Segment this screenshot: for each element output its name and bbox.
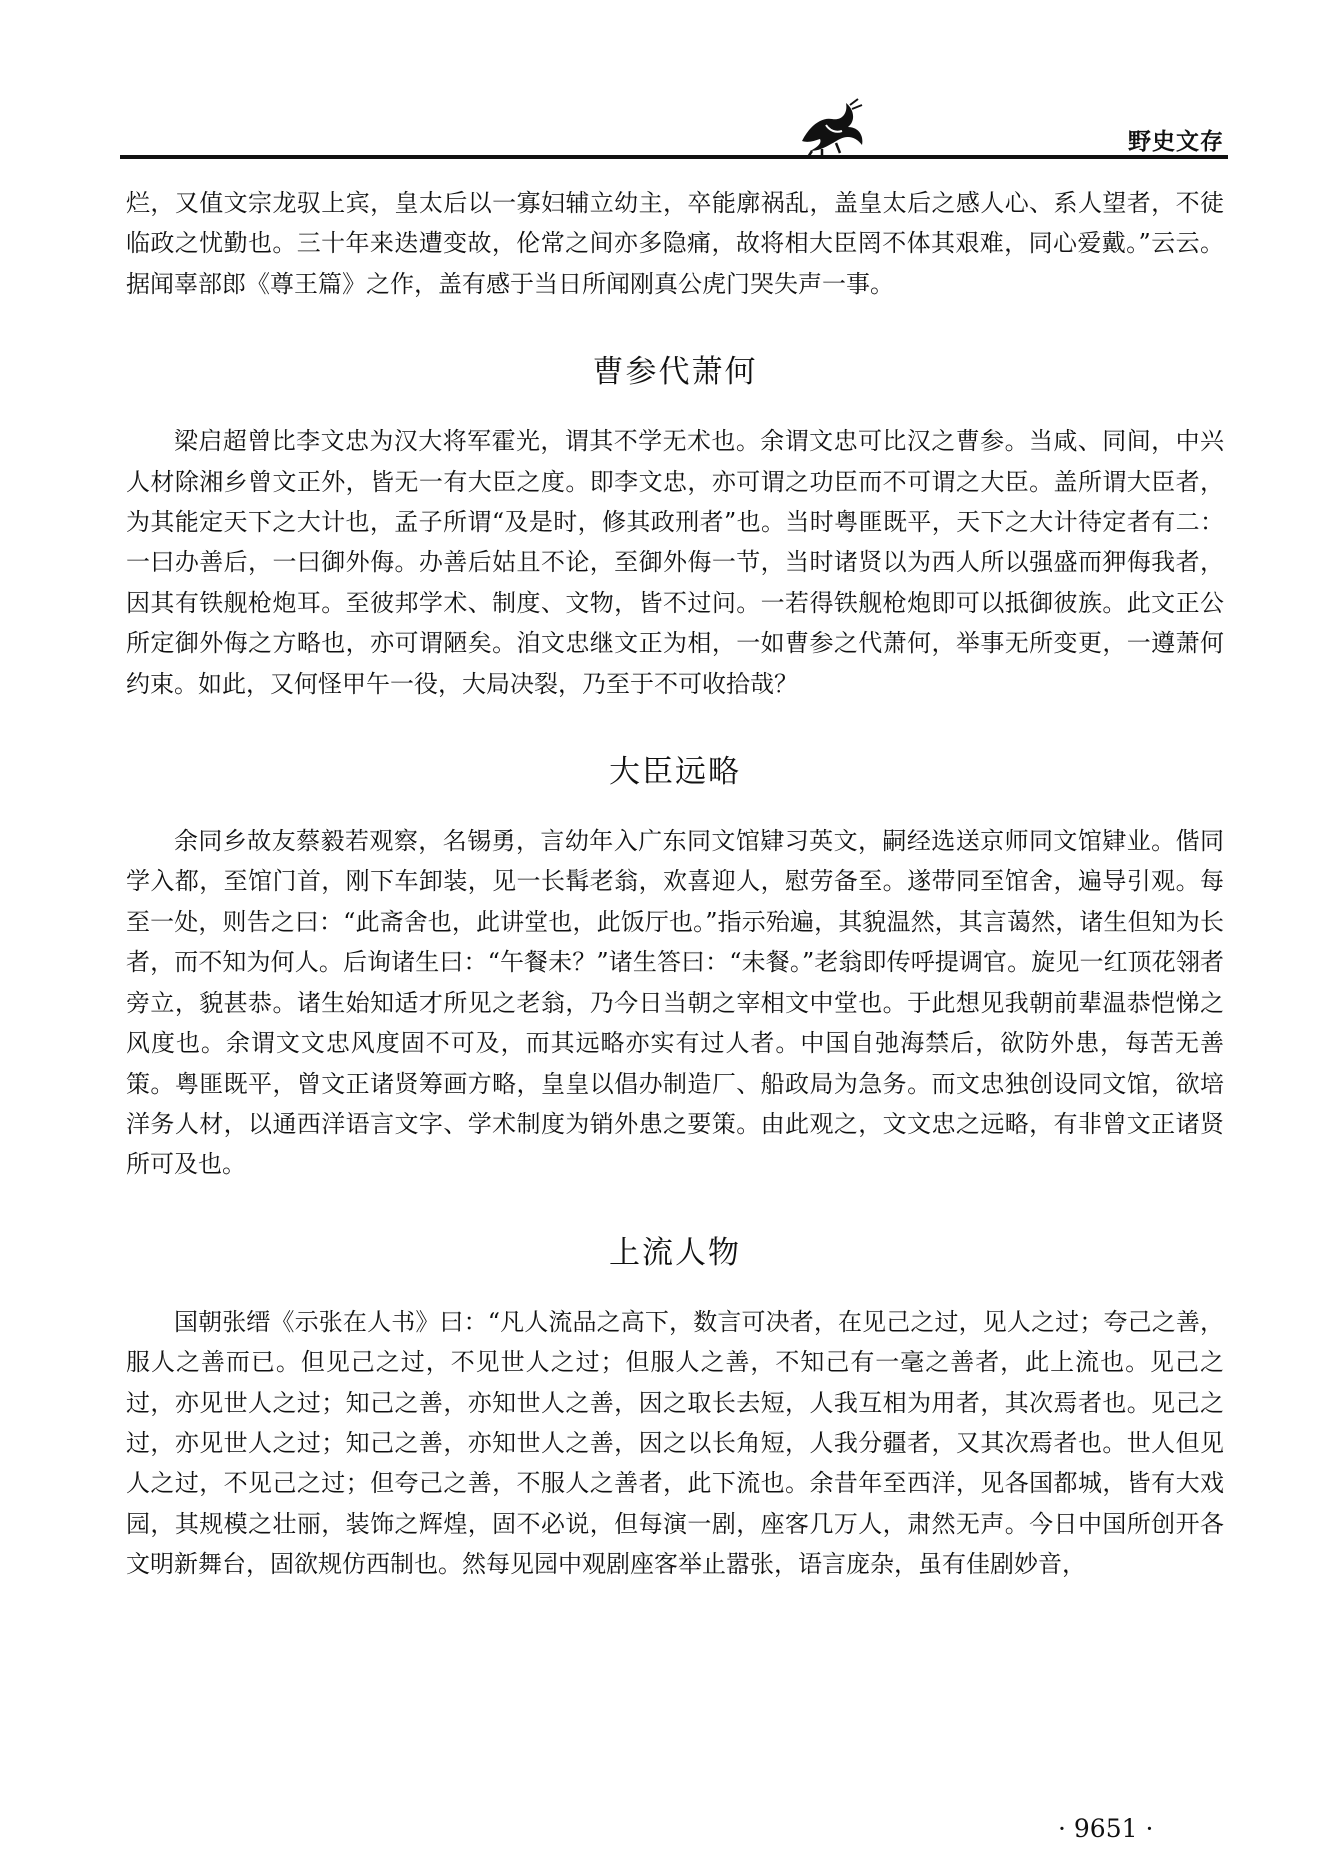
section-paragraph: 梁启超曾比李文忠为汉大将军霍光，谓其不学无术也。余谓文忠可比汉之曹参。当咸、同间，中兴人材除湘乡曾文正外，皆无一有大臣之度。即李文忠，亦可谓之功臣而不可谓之大臣。盖所谓大臣者，为其能定天下之大计也，孟子所谓“及是时，修其政刑者”也。当时粤匪既平，天下之大计待定者有二：一曰办善后，一曰御外侮。办善后姑且不论，至御外侮一节，当时诸贤以为西人所以强盛而狎侮我者，因其有铁舰枪炮耳。至彼邦学术、制度、文物，皆不过问。一若得铁舰枪炮即可以抵御彼族。此文正公所定御外侮之方略也，亦可谓陋矣。洎文忠继文正为相，一如曹参之代萧何，举事无所变更，一遵萧何约束。如此，又何怪甲午一役，大局决裂，乃至于不可收拾哉？ bbox=[126, 427, 1224, 698]
dragon-logo-icon bbox=[792, 95, 870, 159]
section-paragraph: 余同乡故友蔡毅若观察，名锡勇，言幼年入广东同文馆肄习英文，嗣经选送京师同文馆肄业。偕同学入都，至馆门首，刚下车卸装，见一长髯老翁，欢喜迎人，慰劳备至。遂带同至馆舍，遍导引观。每至一处，则告之曰：“此斋舍也，此讲堂也，此饭厅也。”指示殆遍，其貌温然，其言蔼然，诸生但知为长者，而不知为何人。后询诸生曰：“午餐未？”诸生答曰：“未餐。”老翁即传呼提调官。旋见一红顶花翎者旁立，貌甚恭。诸生始知适才所见之老翁，乃今日当朝之宰相文中堂也。于此想见我朝前辈温恭恺悌之风度也。余谓文文忠风度固不可及，而其远略亦实有过人者。中国自弛海禁后，欲防外患，每苦无善策。粤匪既平，曾文正诸贤筹画方略，皇皇以倡办制造厂、船政局为急务。而文忠独创设同文馆，欲培洋务人材，以通西洋语言文字、学术制度为销外患之要策。由此观之，文文忠之远略，有非曾文正诸贤所可及也。 bbox=[126, 827, 1224, 1179]
page-header bbox=[120, 95, 1228, 165]
section-title: 曹参代萧何 bbox=[592, 354, 758, 391]
page-body bbox=[126, 183, 1224, 1585]
intro-paragraph: 烂，又值文宗龙驭上宾，皇太后以一寡妇辅立幼主，卒能廓祸乱，盖皇太后之感人心、系人望者，不徒临政之忧勤也。三十年来迭遭变故，伦常之间亦多隐痛，故将相大臣罔不体其艰难，同心爱戴。”云云。据闻辜部郎《尊王篇》之作，盖有感于当日所闻刚真公虎门哭失声一事。 bbox=[126, 189, 1224, 298]
running-header-title: 野史文存 bbox=[1128, 129, 1224, 155]
section-paragraph: 国朝张缙《示张在人书》曰：“凡人流品之高下，数言可决者，在见己之过，见人之过；夸己之善，服人之善而已。但见己之过，不见世人之过；但服人之善，不知己有一毫之善者，此上流也。见己之过，亦见世人之过；知己之善，亦知世人之善，因之取长去短，人我互相为用者，其次焉者也。见己之过，亦见世人之过；知己之善，亦知世人之善，因之以长角短，人我分疆者，又其次焉者也。世人但见人之过，不见己之过；但夸己之善，不服人之善者，此下流也。余昔年至西洋，见各国都城，皆有大戏园，其规模之壮丽，装饰之辉煌，固不必说，但每演一剧，座客几万人，肃然无声。今日中国所创开各文明新舞台，固欲规仿西制也。然每见园中观剧座客举止嚣张，语言庞杂，虽有佳剧妙音， bbox=[126, 1307, 1224, 1579]
section-title: 大臣远略 bbox=[609, 754, 741, 791]
section-title: 上流人物 bbox=[609, 1234, 741, 1271]
page-number: · 9651 · bbox=[1058, 1814, 1154, 1843]
header-rule bbox=[120, 155, 1228, 159]
